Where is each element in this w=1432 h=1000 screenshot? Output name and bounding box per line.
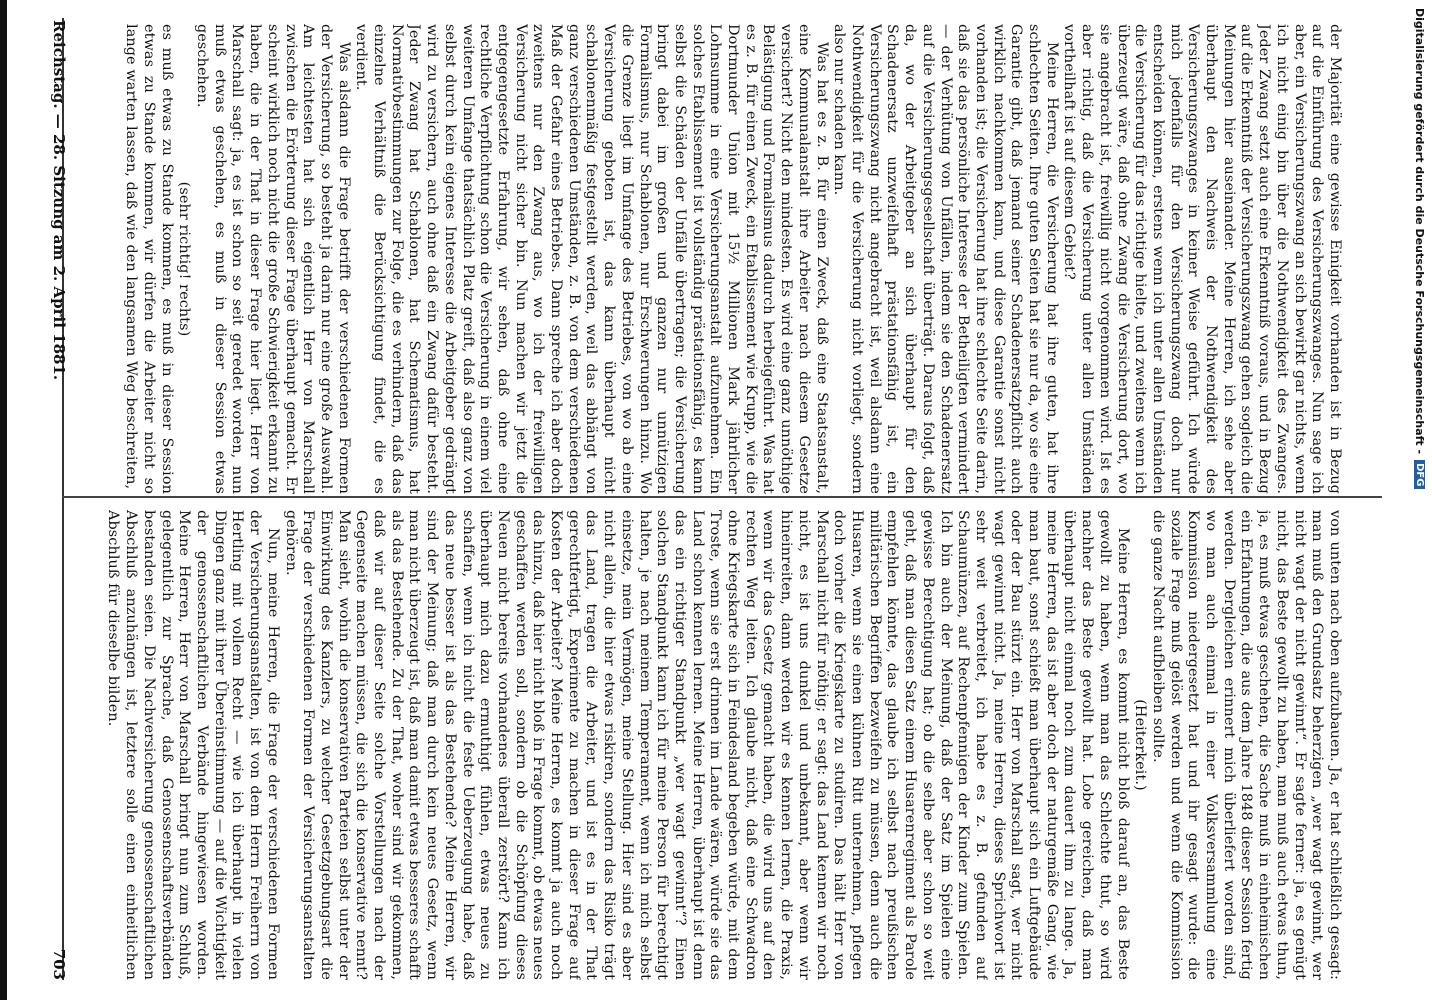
applause-note: (sehr richtig! rechts): [176, 181, 193, 337]
paragraph: der Majorität eine gewisse Einigkeit vorhanden ist in Bezug auf die Einführung des Versicherungszwanges. Nun sage ich aber, ein Versicherungszwang an sich bewirkt gar nichts, wenn ich nicht einig bin über die Nothwendigkeit des Zwanges. Jeder Zwang setzt auch eine Erkenntniß voraus, und in Bezug auf die Erkenntniß der Versicherungszwang gehen sogleich die Meinungen hier auseinander. Meine Herren, ich sehe aber überhaupt den Nachweis der Nothwendigkeit des Versicherungszwanges in keiner Weise geführt. Ich würde mich jedenfalls für den Versicherungszwang doch nur entscheiden können, erstens wenn ich unter allen Umständen die Versicherung für das richtige hielte, und zweitens wenn ich überzeugt wäre, daß ohne Zwang die Versicherung dort, wo sie angebracht ist, freiwillig nicht vorgenommen wird. Ist es aber richtig, daß die Versicherung unter allen Umständen vortheilhaft ist auf diesem Gebiet?: [1061, 24, 1343, 494]
paragraph: Was alsdann die Frage betrifft der verschiedenen Formen der Versicherung, so besteht ja darin nur eine große Auswahl. Am leichtesten hat sich eigentlich Herr von Marschall zwischen die Erörterung dieser Frage überhaupt gemacht. Er scheint wirklich noch nicht die große Schwierigkeit erkannt zu haben, die in der That in dieser Frage hier liegt. Herr von Marschall sagt: ja, es ist schon so seit geredet worden, nun muß etwas geschehen, es muß in dieser Session etwas geschehen.: [194, 24, 352, 494]
running-title: Reichstag. — 28. Sitzung am 2. April 1881.: [50, 20, 68, 381]
scan-spine-edge: [0, 0, 7, 1000]
paragraph: Nun, meine Herren, die Frage der verschiedenen Formen der Versicherungsanstalten, ist von dem Herrn Freiherrn von Hertling mit vollem Recht — wie ich überhaupt in vielen Dingen ganz mit ihrer Übereinstimmung — auf die Wichtigkeit der genossenschaftlichen Verbände hingewiesen worden. Meine Herren, Herr von Marschall bringt nun zum Schluß, gelegentlich zur Sprache, daß Genossenschaftsverbänden bestanden seien. Die Nachversicherung genossenschaftlichen Abschluß anzuhängen ist, letztere solle einen einheitlichen Abschluß für dieselbe bilden.: [105, 510, 281, 980]
dfg-attribution: [1412, 8, 1428, 988]
page-number: 703: [50, 948, 68, 980]
page-header: [48, 20, 70, 980]
applause-note: (Heiterkeit.): [1132, 699, 1149, 791]
text-column-left: [68, 24, 1343, 494]
dfg-logo: DFG: [1415, 460, 1426, 489]
paragraph: Was hat es z. B. für einen Zweck, daß eine Staatsanstalt, eine Kommunalanstalt ihre Arbeiter nach diesem Gesetze versichert? Nicht den mindesten. Es wird eine ganz unnöthige Belästigung und Formalismus dadurch herbeigeführt. Was hat es z. B. für einen Zweck, ein Etablissement wie Krupp, wie die Dortmunder Union mit 15½ Millionen Mark jährlicher Lohnsumme in eine Versicherungsanstalt aufzunehmen. Ein solches Etablissement ist vollständig prästationsfähig, es kann selbst die Schäden der Unfälle übertragen; die Versicherung bringt dabei im großen und ganzen nur unnützigen Formalismus, nur Schablonen, nur Erschwerungen hinzu. Wo die Grenze liegt im Umfange des Betriebes, von wo ab eine Versicherung geboten ist, das kann überhaupt nicht schablonenmäßig festgestellt werden, weil das abhängt von ganz verschiedenen Umständen, z. B. von dem verschiedenen Maß der Gefahr eines Betriebes. Dann spreche ich aber doch zweitens nur den Zwang aus, wo ich der freiwilligen Versicherung nicht sicher bin. Nun machen wir jetzt die entgegengesetzte Erfahrung, wir sehen, daß ohne eine rechtliche Verpflichtung schon die Versicherung in einem viel weiteren Umfange thatsächlich Platz greift, daß also ganz von selbst durch kein eigenes Interesse die Arbeitgeber gedrängt wird zu versichern, auch ohne daß ein Zwang dafür besteht. Jeder Zwang hat Schablonen, hat Schematismus, hat Normativbestimmungen zur Folge, die es verhindern, daß das einzelne Verhältniß die Berücksichtigung findet, die es verdient.: [353, 24, 830, 494]
paragraph: von unten nach oben aufzubauen. Ja, er hat schließlich gesagt: man muß den Grundsatz beherzigen „wer wagt gewinnt, wer nicht wagt der nicht gewinnt“. Er sagte ferner: ja, es genügt nicht, das Beste gewollt zu haben, man muß auch etwas thun, ja, es muß etwas geschehen, die Sache muß in einheimischen ein Erfahrungen, die aus dem Jahre 1848 dieser Session fertig werden. Dergleichen erinnert mich überliefert worden sind, wo man auch einmal in einer Volksversammlung eine Kommission niedergesetzt hat und ihr gesagt wurde: die soziale Frage muß gelöst werden und wenn die Kommission die ganze Nacht aufbleiben sollte.: [1149, 510, 1343, 980]
paragraph: Meine Herren, es kommt nicht bloß darauf an, das Beste gewollt zu haben, wenn man das Schlechte thut, so wird nachher das Beste gewollt hat. Lobe gereichen, daß man überhaupt nicht einmal noch zum dauert ihm zu lange. Ja, meine Herren, das ist aber doch der naturgemäße Gang, wie man baut, sonst schießt man überhaupt sich ein Luftgebäude oder der Bau stürzt ein. Herr von Marschall sagt, wer nicht wagt gewinnt nicht. Ja, meine Herren, dieses Sprichwort ist sehr weit verbreitet, ich habe es z. B. gefunden auf Schaumünzen, auf Rechenpfennigen der Kinder zum Spielen. Ich bin auch der Meinung, daß der Satz im Spielen eine gewisse Berechtigung hat; ob die selbe aber schon so weit geht, daß man diesen Satz einem Husarenregiment als Parole empfehlen könnte, das glaube ich selbst nach preußischen militärischen Begriffen bezweifeln zu müssen, denn auch die Husaren, wenn sie einen kühnen Ritt unternehmen, pflegen doch vorher die Kriegskarte zu studiren. Das hält Herr von Marschall nicht für nöthig; er sagt: das Land kennen wir noch nicht, es ist uns dunkel und unbekannt, aber wenn wir hineinreiten, dann werden wir es kennen lernen, die Praxis, wenn wir das Gesetz gemacht haben, die wird uns auf den rechten Weg leiten. Ich glaube nicht, daß eine Schwadron ohne Kriegskarte sich in Feindesland begeben würde, mit dem Troste, wenn sie erst drinnen im Lande wären, würde sie das Land schon kennen lernen. Meine Herren, überhaupt ist denn das ein richtiger Standpunkt „wer wagt gewinnt“? Einen solchen Standpunkt kann ich für meine Person für berechtigt halten, je nach meinem Temperament, wenn ich mich selbst einsetze, mein Vermögen, meine Stellung. Hier sind es aber nicht allein, die hier etwas riskiren, sondern das Risiko trägt das Land, tragen die Arbeiter, und ist es in der That gerechtfertigt, Experimente zu machen in dieser Frage auf Kosten der Arbeiter? Meine Herren, es kommt ja auch noch das hinzu, daß hier nicht bloß in Frage kommt, ob etwas neues geschaffen werden soll, sondern ob die Schöpfung dieses Neuen nicht bereits vorhandenes überall zerstört? Kann ich überhaupt mich dazu ermuthigt fühlen, etwas neues zu schaffen, wenn ich nicht die feste Ueberzeugung habe, daß das neue besser ist als das Bestehende? Meine Herren, wir sind der Meinung; daß man durch kein neues Gesetz, wenn man nicht überzeugt ist, daß man damit etwas besseres schafft als das Bestehende. Zu der That, woher sind wir gekommen, daß wir auf dieser Seite solche Vorstellungen nach der Gegenseite machen müssen, die sich die konservative nennt? Man sieht, wohin die konservativen Parteien selbst unter der Einwirkung des Kanzlers, zu welcher Gesetzgebungsart die Frage der verschiedenen Formen der Versicherungsanstalten gehören.: [282, 510, 1131, 980]
text-column-right: [68, 510, 1343, 980]
dfg-note: Digitalisierung gefördert durch die Deutsche Forschungsgemeinschaft -: [1413, 8, 1427, 455]
column-divider: [62, 496, 1382, 498]
paragraph: es muß etwas zu Stande kommen, es muß in dieser Session etwas zu Stande kommen, wir dürfen die Arbeiter nicht so lange warten lassen, daß wie den langsamen Weg beschreiten,: [123, 24, 175, 494]
paragraph: Meine Herren, die Versicherung hat ihre guten, hat ihre schlechten Seiten. Ihre guten Seiten hat sie nur da, wo sie eine Garantie gibt, daß jemand seiner Schadenersatzpflicht auch wirklich nachkommen kann, und diese Garantie sonst nicht vorhanden ist; die Versicherung hat ihre schlechte Seite darin, daß sie das persönliche Interesse der Betheiligten vermindert — der Verhütung von Unfällen, indem sie den Schadenersatz auf die Versicherungsgesellschaft überträgt. Daraus folgt, daß da, wo der Arbeitgeber an sich überhaupt für den Schadenersatz unzweifelhaft prästationsfähig ist, ein Versicherungszwang nicht angebracht ist, weil alsdann eine Nothwendigkeit für die Versicherung nicht vorliegt, sondern also nur schaden kann.: [831, 24, 1060, 494]
